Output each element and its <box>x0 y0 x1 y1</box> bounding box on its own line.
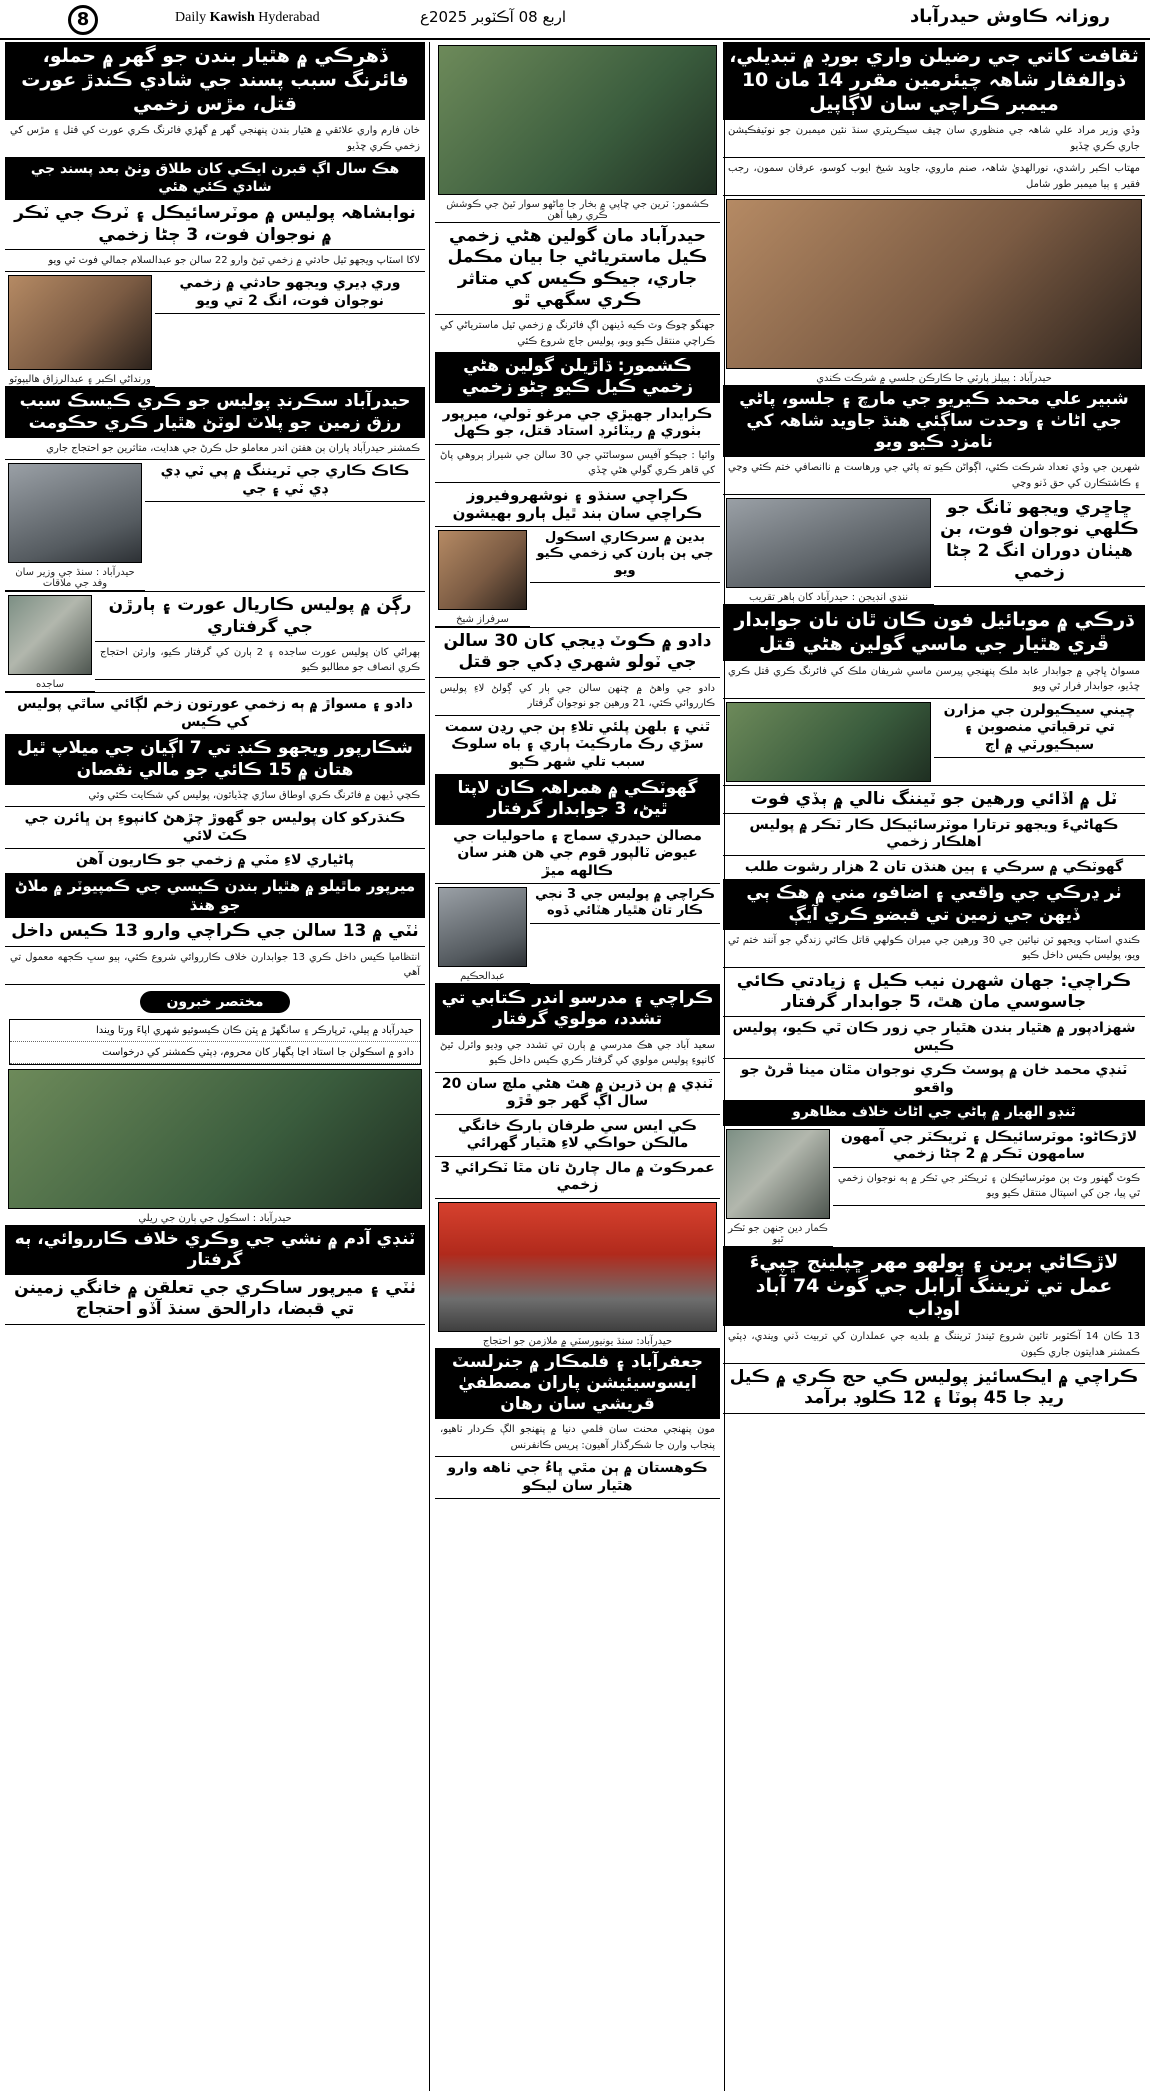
photo-caption: ڪمار دين جنهن جو ٽڪر ٿيو <box>723 1222 833 1247</box>
photo-caption: ڪشمور: ٽرين جي ڇاپي ۾ بخار جا ماڻهو سوار ٿيڻ جي ڪوشش ڪري رهيا آهن <box>435 198 720 223</box>
article-text: ڪمشنر حيدرآباد پاران ٻن هفتن اندر معاملو حل ڪرڻ جي هدايت، متاثرين جو احتجاج جاري <box>5 438 425 461</box>
article-text: لاکا اسٽاپ ويجهو ٿيل حادثي ۾ زخمي ٿيڻ وارو 22 سالن جو عبدالسلام جمالي فوت ٿي ويو <box>5 250 425 273</box>
article-text: 13 ڪان 14 آڪٽوبر تائين شروع ٿيندڙ ٽريننگ ۾ بلديه جي عملدارن کي تربيت ڏني ويندي، ڊپٽي ڪمشنر هدايتون جاري ڪيون <box>723 1326 1145 1364</box>
headline: دادو ۾ ڪوٽ ڊيجي کان 30 سالن جي ٽولو شهري ڊکي جو قتل <box>435 628 720 678</box>
article-text: ڪندي اسٽاپ ويجهو ٽن نيائين جي 30 ورهين جي ميران ڪولهي قاتل ڪائي زندگي جو آنند ختم ٿي ويو، پوليس ڪيس داخل ڪيو <box>723 930 1145 968</box>
headline: وري ڊيري ويجهو حادثي ۾ زخمي نوجوان فوت، انگ 2 تي ويو <box>155 272 425 314</box>
paper-name-prefix: Daily <box>175 10 207 25</box>
news-photo <box>726 498 931 588</box>
left-column <box>5 42 425 2091</box>
article-text: وڏي وزير مراد علي شاهہ جي منظوري سان چيف سيڪريٽري سنڌ نئين ميمبرن جو نوٽيفڪيشن جاري ڪري ڇڏيو <box>723 120 1145 158</box>
urdu-title: روزانہ ڪاوش حيدرآباد <box>909 6 1110 27</box>
masthead <box>0 0 1150 40</box>
article-text: ڪوٽ گهنور وٽ ٻن موٽرسائيڪلن ۽ ٽريڪٽر جي ٽڪر ۾ ٻه نوجوان زخمي ٿي پيا، جن کي اسپتال منتقل ڪيو ويو <box>833 1168 1145 1206</box>
headline: ٺٽي ۽ ميرپور ساڪري جي تعلقن ۾ خانگي زمينن تي قبضا، دارالحق سنڌ آڏو احتجاج <box>5 1275 425 1325</box>
photo-caption: ننڍي انڊيجن : حيدرآباد کان ٻاهر تقريب <box>723 591 934 605</box>
article-text: ٻهراڻي کان پوليس عورت ساجده ۽ 2 ٻارن کي گرفتار ڪيو، وارثن احتجاج ڪري انصاف جو مطالبو ڪيو <box>95 642 425 680</box>
article-text: خان فارم واري علائقي ۾ هٿيار بندن پنهنجي گهر ۾ گهڙي فائرنگ ڪري عورت کي قتل ۽ مڙس کي زخمي ڪري ڇڏيو <box>5 120 425 158</box>
news-photo <box>438 45 717 195</box>
photo-caption: سرفراز شيخ <box>435 613 530 627</box>
headline: جعفرآباد ۽ فلمڪار ۾ جنرلسٽ ايسوسيئيشن پاران مصطفيٰ قريشي سان رهان <box>435 1349 720 1420</box>
headline: ڪهاڻيءَ ويجهو ترتارا موٽرسائيڪل ڪار ٽڪر ۾ پوليس اهلڪار زخمي <box>723 814 1145 856</box>
headline: ڪوهستان ۾ ٻن مٿي ڀاءُ جي ٺاهه وارو هٿيار سان ليڪو <box>435 1457 720 1499</box>
headline: ٺر ڍرڪي جي واقعي ۽ اضافو، مني ۾ هڪ ٻي ڏيهن جي زمين تي قبضو ڪري آيڳ <box>723 880 1145 930</box>
headline: مصالن حيدري سماج ۽ ماحوليات جي عيوض ٽالپور قوم جي هن هنر سان ڪالهه ميڙ <box>435 825 720 885</box>
headline: ٿني ۽ بلهن پلئي تلاءِ ٻن جي رڍن سمت سڙي رڪ مارڪيٽ ٻاري ۽ باه سلوڪ سبب تلي شهر ڪيو <box>435 716 720 776</box>
headline: رڳن ۾ پوليس ڪاريال عورت ۽ ٻارڙن جي گرفتاري <box>95 592 425 642</box>
photo-caption: حيدرآباد : سنڌ جي وزير سان وفد جي ملاقات <box>5 566 145 591</box>
headline: ٽل ۾ اڏائي ورهين جو ٽيننگ نالي ۾ ٻڏي فوت <box>723 786 1145 814</box>
photo-caption: حيدرآباد : اسڪول جي ٻارن جي ريلي <box>5 1212 425 1226</box>
news-photo <box>726 702 931 782</box>
headline: ڪاڪ ڪاري جي ٽريننگ ۾ پي ٽي ڊي ڊي ٽي ۽ جي <box>145 460 425 502</box>
headline: ميرپور ماٿيلو ۾ هٿيار بندن ڪيسي جي ڪمپيوٽر ۾ ملاڻ جو هنڌ <box>5 874 425 919</box>
headline: ٽنڊو الهيار ۾ پاڻي جي اڻاٺ خلاف مظاهرو <box>723 1101 1145 1126</box>
headline: ٽنڊي آدم ۾ نشي جي وڪري خلاف ڪارروائي، ٻه گرفتار <box>5 1226 425 1276</box>
article-text: دادو جي واهڻ ۾ ڇنهن سالن جي ٻار کي ڳولڻ لاءِ پوليس ڪارروائي ڪئي، 21 ورهين جو نوجوان گرفتار <box>435 678 720 716</box>
news-photo <box>438 1202 717 1332</box>
headline: گهوٽڪي ۾ همراهہ ڪان لاپتا ٿيڻ، 3 جوابدار گرفتار <box>435 775 720 825</box>
headline: ڪراچي سنڌو ۽ نوشهروفيروز ڪراچي سان بند ٿيل ٻارو بهيشون <box>435 483 720 528</box>
headline: عمرڪوٽ ۾ مال چارڻ تان مٿا ٽڪرائي 3 زخمي <box>435 1157 720 1199</box>
headline: ڪراچي ۾ پوليس جي 3 نجي ڪار تان هٿيار هٽائي ڏوه <box>530 884 720 924</box>
portrait-photo <box>438 530 527 610</box>
right-column <box>723 42 1145 2091</box>
portrait-photo <box>8 275 152 370</box>
headline: نوابشاهہ پوليس ۾ موٽرسائيڪل ۽ ٽرڪ جي ٽڪر ۾ نوجوان فوت، 3 ڄڻا زخمي <box>5 200 425 250</box>
headline: ڏهرڪي ۾ هٿيار بندن جو گهر ۾ حملو، فائرنگ سبب پسند جي شادي ڪندڙ عورت قتل، مڙس زخمي <box>5 42 425 120</box>
headline: پاڻياري لاءِ مٽي ۾ زخمي جو ڪاريون آهن <box>5 849 425 874</box>
headline: ٺٽي ۾ 13 سالن جي ڪراچي وارو 13 ڪيس داخل <box>5 918 425 946</box>
article-text: مهتاب اڪبر راشدي، نورالهديٰ شاهہ، صنم ماروي، جاويد شيخ ايوب کوسو، عرفان سمون، رجب فقير ۽ ٻيا ميمبر طور شامل <box>723 158 1145 196</box>
headline: لاڙڪاڻو: موٽرسائيڪل ۽ ٽريڪٽر جي آمهون سامهون ٽڪر ۾ 2 ڄڻا زخمي <box>833 1126 1145 1168</box>
headline: هڪ سال اڳ قبرن ايڪي کان طلاق وٺڻ بعد پسند جي شادي ڪئي هئي <box>5 158 425 200</box>
photo-caption: حيدرآباد : پيپلز پارٽي جا ڪارڪن جلسي ۾ شرڪت ڪندي <box>723 372 1145 386</box>
article-text: ڪچي ڏيهن ۾ فائرنگ ڪري اوطاق ساڙي ڇڏيائون، پوليس کي شڪايت ڪئي وئي <box>5 785 425 808</box>
headline: ثقافت کاتي جي رضيلن واري بورڊ ۾ تبديلي، ذوالفقار شاهہ چيئرمين مقرر 14 مان 10 ميمبر ڪراچي سان لاڳاپيل <box>723 42 1145 120</box>
issue-date: اربع 08 آڪٽوبر 2025ع <box>420 8 567 26</box>
headline: ٽنڊي محمد خان ۾ پوسٽ ڪري نوجوان مٿان مينا ڦرڻ جو واقعو <box>723 1059 1145 1101</box>
article-text: انتظاميا ڪيس داخل ڪري 13 جوابدارن خلاف ڪارروائي شروع ڪئي، ٻيو سڀ ڪجهه معمول تي آهي <box>5 947 425 985</box>
headline: ڪراچي ۾ ايڪسائيز پوليس ڪي حج ڪري ۾ ڪيل ريڊ جا 45 ٻوٽا ۽ 12 ڪلوڊ برآمد <box>723 1364 1145 1414</box>
page-number: 8 <box>68 5 98 35</box>
headline: ڪراچي: جهان شهرن نيب ڪيل ۽ زيادتي ڪائي جاسوسي مان هٿ، 5 جوابدار گرفتار <box>723 968 1145 1018</box>
news-photo <box>8 463 142 563</box>
headline: ڇاڇري ويجهو ٽانگ جو ڪلهي نوجوان فوت، بن هيٺان دوران انگ 2 ڄڻا زخمي <box>934 495 1145 587</box>
photo-caption: حيدرآباد: سنڌ يونيورسٽي ۾ ملازمن جو احتجاج <box>435 1335 720 1349</box>
article-text: وائيا : جيڪو آفيس سوسائٽي جي 30 سالن جي شيراز ٻروهي پاڻ کي قاهر ڪري گولي هڻي ڇڏي <box>435 445 720 483</box>
briefs-box <box>9 1019 421 1065</box>
article-text: سعيد آباد جي هڪ مدرسي ۾ ٻارن تي تشدد جي وڊيو وائرل ٿيڻ کانپوءِ پوليس مولوي کي گرفتار ڪري ڪيس داخل ڪيو <box>435 1035 720 1073</box>
photo-caption: ورنداڻي اڪبر ۽ عبدالرزاق هاليپوٽو <box>5 373 155 387</box>
portrait-photo <box>8 595 92 675</box>
section-badge: مختصر خبرون <box>140 991 290 1013</box>
headline: ڪشمور: ڌاڙيلن گولين هڻي زخمي ڪيل ڪيو ڄڻو زخمي <box>435 353 720 403</box>
headline: گهوٽڪي ۾ سرڪي ۽ ٻين هنڌن تان 2 هزار رشوت طلب <box>723 856 1145 881</box>
headline: شڪارپور ويجهو ڪنڊ تي 7 اڳيان جي ميلاپ ٿيل هتان ۾ 15 ڪائي جو مالي نقصان <box>5 735 425 785</box>
headline: ٽنڊي ۾ ٻن ڌرين ۾ هٿ هڻي ملچ سان 20 سال اڳ گهر جو ڦڙو <box>435 1073 720 1115</box>
article-text: مون پنهنجي محنت سان فلمي دنيا ۾ پنهنجو الڳ ڪردار ٺاهيو، پنجاب وارن جا شڪرگذار آهيون: پريس ڪانفرنس <box>435 1419 720 1457</box>
headline: حيدرآباد مان گولين هڻي زخمي ڪيل ماسترياڻي جا بيان مڪمل جاري، جيڪو ڪيس کي متاثر ڪري سگهي ٿو <box>435 223 720 315</box>
paper-name-bold: Kawish <box>209 10 255 25</box>
photo-caption: ساجده <box>5 678 95 692</box>
headline: چيني سيڪيولرن جي مزارن تي ترقياتي منصوبن ۽ سيڪيورٽي ۾ اڄ <box>934 699 1145 759</box>
news-photo <box>8 1069 422 1209</box>
article-text: شهرين جي وڏي تعداد شرڪت ڪئي، اڳواڻن ڪيو ته پاڻي جي ورهاست ۾ ناانصافي ختم ڪئي وڃي ۽ ڪاشتڪارن کي حق ڏنو وڃي <box>723 457 1145 495</box>
headline: شهزادپور ۾ هٿيار بندن هٿيار جي زور ڪان ٿي ڪيو، پوليس ڪيس <box>723 1017 1145 1059</box>
headline: ڪي ايس سي طرفان بارڪ خانگي مالڪن حواڪي لاءِ هٿيار گهرائي <box>435 1115 720 1157</box>
brief-item: حيدرآباد ۾ ٻيلي، ٿرپارڪر ۽ سانگهڙ ۾ ڀٽن ڪان ڪيسوئيو شهري اپاءَ ورتا ويندا <box>10 1020 420 1042</box>
column-rule <box>429 42 430 2091</box>
brief-item: دادو ۾ اسڪولن جا استاد اڃا پگهار کان محروم، ڊپٽي ڪمشنر کي درخواست <box>10 1042 420 1064</box>
portrait-photo <box>726 1129 830 1219</box>
headline: ڪنڌرکو کان پوليس جو گهوڙ چڙهڻ کانپوءِ ٻن ڀائرن جي ڪٽ لائي <box>5 807 425 849</box>
headline: دادو ۽ مسواڙ ۾ ٻه زخمي عورتون زخم لڳائي ساٿي پوليس کي ڪيس <box>5 693 425 735</box>
headline: لاڙڪاڻي ٻرين ۽ ٻولهو مهر ڇپلينج ڇپيءَ عمل تي ٽريننگ آرابل جي گوٺ 74 آباد اوڊاب <box>723 1248 1145 1326</box>
news-photo <box>726 199 1142 369</box>
paper-city: Hyderabad <box>258 10 320 25</box>
headline: بدين ۾ سرڪاري اسڪول جي ٻن ٻارن کي زخمي ڪيو ويو <box>530 527 720 583</box>
headline: حيدرآباد سڪرنڊ پوليس جو ڪري ڪيسڪ سبب رزق زمين جو پلاٽ لوٽڻ هٿيار ڪري حڪومت <box>5 388 425 438</box>
headline: شبير علي محمد ڪيريو جي مارچ ۽ جلسو، پاڻي جي اڻاٺ ۽ وحدت ساڳئي هنڌ جاويد شاهہ کي نامزد ڪيو ويو <box>723 386 1145 457</box>
photo-caption: عبدالحڪيم <box>435 970 530 984</box>
headline: ڪرايدار جهيڙي جي مرغو ٽولي، ميرپور بٺوري ۾ ريٽائرڊ استاد قتل، جو ڪهل <box>435 403 720 445</box>
article-text: جهنگو چوڪ وٽ ڪيه ڏينهن اڳ فائرنگ ۾ زخمي ٿيل ماسترياڻي کي ڪراچي منتقل ڪيو ويو، پوليس جاچ شروع ڪئي <box>435 315 720 353</box>
headline: ڌرڪي ۾ موبائيل فون ڪان ٿان نان جوابدار ڦري هٿيار جي ماسي گولين هڻي قتل <box>723 606 1145 661</box>
article-text: مسواڻ ڀاڄي ۾ جوابدار عابد ملڪ پنهنجي پيرسن ماسي شريفان ملڪ کي فائرنگ ڪري قتل ڪري ڇڏيو، جوابدار فرار ٿي ويو <box>723 661 1145 699</box>
middle-column <box>435 42 720 2091</box>
headline: ڪراچي ۽ مدرسو اندر ڪتابي تي تشدد، مولوي گرفتار <box>435 985 720 1035</box>
paper-name <box>175 10 320 26</box>
portrait-photo <box>438 887 527 967</box>
